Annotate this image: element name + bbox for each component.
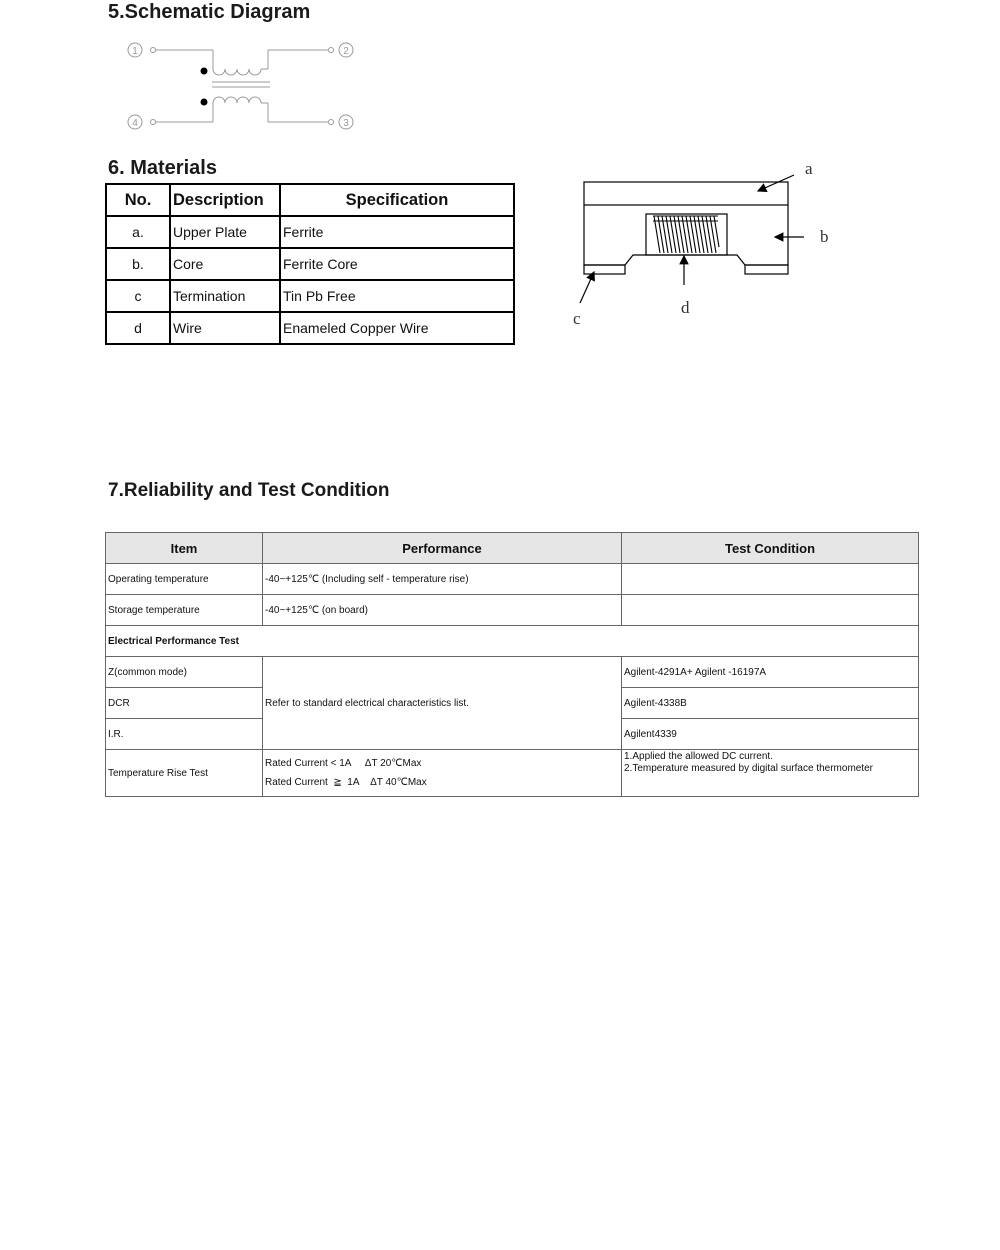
header-specification: Specification	[280, 184, 514, 216]
cell-test-condition: Agilent-4291A+ Agilent -16197A	[622, 657, 919, 688]
cell-shared-performance: Refer to standard electrical characteristics list.	[263, 657, 622, 750]
cell-performance: -40~+125℃ (Including self - temperature rise)	[263, 564, 622, 595]
table-header-row	[106, 533, 919, 564]
polarity-dot-lower	[201, 99, 208, 106]
termination-right	[745, 265, 788, 274]
cell-performance	[263, 750, 622, 797]
cell-item: Z(common mode)	[106, 657, 263, 688]
table-header-row	[106, 184, 514, 216]
reliability-table	[105, 532, 919, 797]
header-test-condition: Test Condition	[622, 533, 919, 564]
cell-item: I.R.	[106, 719, 263, 750]
header-performance: Performance	[263, 533, 622, 564]
cell-no: d	[106, 312, 170, 344]
materials-table	[105, 183, 515, 345]
cell-description: Termination	[170, 280, 280, 312]
polarity-dot-upper	[201, 68, 208, 75]
section-7-title: 7.Reliability and Test Condition	[108, 480, 390, 501]
cell-test-condition: Agilent-4338B	[622, 688, 919, 719]
table-row	[106, 595, 919, 626]
table-row	[106, 312, 514, 344]
cell-specification: Tin Pb Free	[280, 280, 514, 312]
table-row	[106, 564, 919, 595]
cell-performance: -40~+125℃ (on board)	[263, 595, 622, 626]
header-no: No.	[106, 184, 170, 216]
section-5-title: 5.Schematic Diagram	[108, 1, 311, 23]
cell-no: b.	[106, 248, 170, 280]
cell-no: c	[106, 280, 170, 312]
component-structure-diagram	[565, 155, 845, 330]
wire-winding	[653, 216, 719, 253]
cell-no: a.	[106, 216, 170, 248]
cell-specification: Enameled Copper Wire	[280, 312, 514, 344]
label-a: a	[805, 159, 813, 178]
cell-test-condition: Agilent4339	[622, 719, 919, 750]
pin-4-label: 4	[132, 118, 138, 129]
table-row	[106, 750, 919, 797]
label-c: c	[573, 309, 581, 328]
cell-item: Temperature Rise Test	[106, 750, 263, 797]
header-description: Description	[170, 184, 280, 216]
table-row	[106, 280, 514, 312]
cell-specification: Ferrite	[280, 216, 514, 248]
cell-item: Storage temperature	[106, 595, 263, 626]
header-item: Item	[106, 533, 263, 564]
table-row	[106, 248, 514, 280]
cell-test-condition	[622, 595, 919, 626]
pin-1-label: 1	[132, 46, 138, 57]
cell-item: DCR	[106, 688, 263, 719]
cell-description: Wire	[170, 312, 280, 344]
pin-3-label: 3	[343, 118, 349, 129]
upper-plate-shape	[584, 182, 788, 205]
cell-description: Upper Plate	[170, 216, 280, 248]
cell-test-condition	[622, 750, 919, 797]
electrical-performance-heading: Electrical Performance Test	[106, 626, 919, 657]
cell-description: Core	[170, 248, 280, 280]
cell-test-condition	[622, 564, 919, 595]
section-6-title: 6. Materials	[108, 157, 217, 179]
table-row	[106, 657, 919, 688]
label-d: d	[681, 298, 690, 317]
table-row	[106, 216, 514, 248]
pin-2-label: 2	[343, 46, 349, 57]
schematic-diagram	[120, 35, 370, 135]
label-b: b	[820, 227, 829, 246]
termination-left	[584, 265, 625, 274]
cond-line-1: 1.Applied the allowed DC current.	[624, 751, 773, 762]
cell-item: Operating temperature	[106, 564, 263, 595]
perf-line-1: Rated Current < 1A ΔT 20℃Max	[265, 758, 422, 769]
section-heading-row	[106, 626, 919, 657]
perf-line-2: Rated Current ≧ 1A ΔT 40℃Max	[265, 777, 427, 788]
cond-line-2: 2.Temperature measured by digital surface thermometer	[624, 763, 874, 774]
cell-specification: Ferrite Core	[280, 248, 514, 280]
